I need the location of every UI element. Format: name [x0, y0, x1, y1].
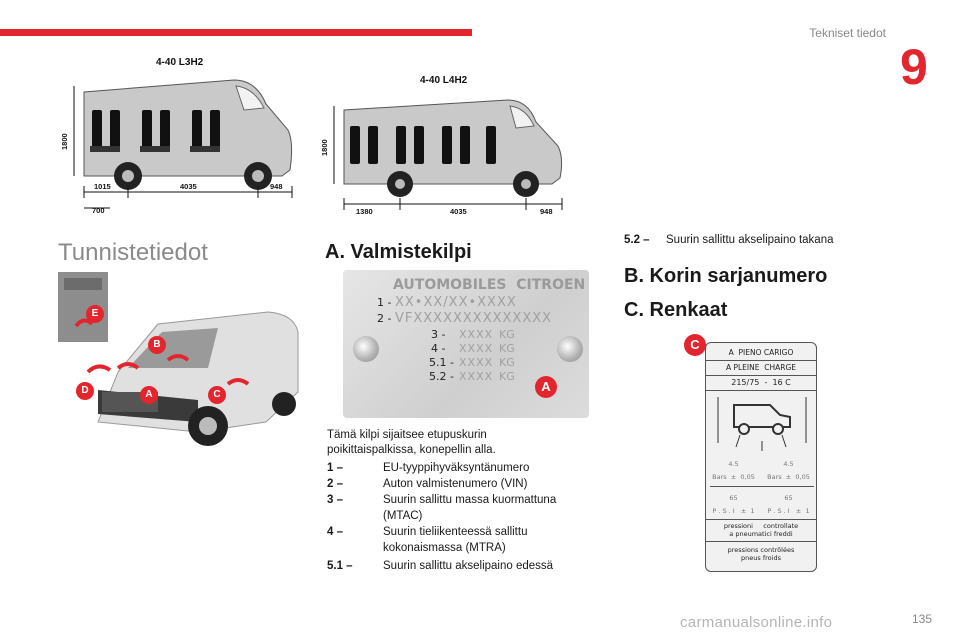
- list-text-52: Suurin sallittu akselipaino takana: [666, 234, 834, 246]
- list-text-2: Auton valmistenumero (VIN): [383, 478, 528, 490]
- dim-front-overhang-l3h2: 948: [270, 182, 283, 191]
- tyre-psi-unit-rear: P . S . I ± 1: [767, 507, 810, 515]
- section-title-valmistekilpi: A. Valmistekilpi: [325, 241, 472, 263]
- tyre-fr-text-2: pneus froids: [741, 554, 781, 562]
- plate-line1-value: XX•XX/XX•XXXX: [395, 295, 517, 310]
- plate-row3-label: 3 -: [431, 328, 446, 341]
- plate-row3-unit: KG: [499, 328, 515, 341]
- dim-rear-overhang-l3h2: 1015: [94, 182, 111, 191]
- page-number: 135: [911, 612, 932, 626]
- plate-rivet-left: [353, 336, 379, 362]
- list-key-1: 1 –: [327, 462, 343, 474]
- tyre-size: 215/75 - 16 C: [731, 378, 791, 387]
- plate-row52-unit: KG: [499, 370, 515, 383]
- van-figure-l4h2: [320, 72, 568, 218]
- tyre-line-it: A PIENO CARIGO: [728, 348, 794, 357]
- callout-b: B: [148, 336, 166, 354]
- plate-line2-value: VFXXXXXXXXXXXXXX: [395, 311, 553, 326]
- tyre-divider-5: [706, 519, 816, 520]
- plate-row4-label: 4 -: [431, 342, 446, 355]
- plate-rivet-right: [557, 336, 583, 362]
- tyre-line-fr: A PLEINE CHARGE: [725, 363, 797, 372]
- list-key-51: 5.1 –: [327, 560, 353, 572]
- tyre-psi-rear: 65: [784, 494, 793, 502]
- tyre-callout-c: C: [684, 334, 706, 356]
- plate-line2-label: 2 -: [377, 312, 392, 325]
- list-key-52: 5.2 –: [624, 234, 650, 246]
- list-text-3b: (MTAC): [383, 510, 423, 522]
- section-title-korin: B. Korin sarjanumero: [624, 265, 828, 287]
- tyre-it-text-2: a pneumatici freddi: [729, 530, 793, 538]
- plate-description: Tämä kilpi sijaitsee etupuskurin poikittaispalkissa, konepellin alla.: [327, 429, 496, 456]
- dim-height-l3h2: 1800: [60, 133, 69, 150]
- chapter-number: 9: [900, 39, 928, 95]
- tyre-bars-rear: 4.5: [783, 460, 794, 468]
- tyre-bars-unit-front: Bars ± 0,05: [712, 473, 755, 481]
- plate-row51-label: 5.1 -: [429, 356, 454, 369]
- callout-a: A: [140, 386, 158, 404]
- list-text-4b: kokonaismassa (MTRA): [383, 542, 506, 554]
- tyre-psi-front: 65: [729, 494, 738, 502]
- dim-wheelbase-l3h2: 4035: [180, 182, 197, 191]
- watermark: carmanualsonline.info: [680, 614, 833, 631]
- van-front-illustration: [58, 272, 300, 452]
- tyre-van-icon: [706, 391, 817, 451]
- tyre-divider-4: [710, 486, 814, 487]
- plate-row51-value: XXXX: [459, 356, 494, 369]
- van-caption-l3h2: 4-40 L3H2: [156, 57, 204, 68]
- plate-row4-value: XXXX: [459, 342, 494, 355]
- tyre-pressure-label: [705, 342, 817, 572]
- tyre-bars-front: 4.5: [728, 460, 739, 468]
- plate-line1-label: 1 -: [377, 296, 392, 309]
- tyre-fr-text-1: pressions contrôlées: [727, 546, 795, 554]
- callout-c: C: [208, 386, 226, 404]
- plate-callout-a: A: [535, 376, 557, 398]
- tyre-divider-6: [706, 541, 816, 542]
- callout-d: D: [76, 382, 94, 400]
- dim-height-l4h2: 1800: [320, 139, 329, 156]
- list-text-1: EU-tyyppihyväksyntänumero: [383, 462, 530, 474]
- list-key-2: 2 –: [327, 478, 343, 490]
- tyre-divider-1: [706, 360, 816, 361]
- list-key-3: 3 –: [327, 494, 343, 506]
- dim-front-overhang-l4h2: 948: [540, 207, 553, 216]
- section-title-tunnistetiedot: Tunnistetiedot: [58, 239, 208, 266]
- chapter-title: Tekniset tiedot: [809, 26, 886, 40]
- dim-wheelbase-l4h2: 4035: [450, 207, 467, 216]
- manufacturer-plate: [343, 270, 589, 418]
- van-locator-figure: [58, 272, 300, 452]
- plate-row4-unit: KG: [499, 342, 515, 355]
- list-text-4: Suurin tieliikenteessä sallittu: [383, 526, 528, 538]
- tyre-it-text-1: pressioni controllate: [723, 522, 799, 530]
- plate-row3-value: XXXX: [459, 328, 494, 341]
- tyre-divider-2: [706, 375, 816, 376]
- van-silhouette-l4h2: [320, 72, 568, 218]
- section-title-renkaat: C. Renkaat: [624, 299, 728, 321]
- plate-row51-unit: KG: [499, 356, 515, 369]
- dim-front-l3h2: 700: [92, 206, 105, 215]
- callout-e: E: [86, 305, 104, 323]
- list-text-3: Suurin sallittu massa kuormattuna: [383, 494, 557, 506]
- van-figure-l3h2: [60, 52, 298, 218]
- tyre-psi-unit-front: P . S . I ± 1: [712, 507, 755, 515]
- plate-row52-label: 5.2 -: [429, 370, 454, 383]
- dim-rear-overhang-l4h2: 1380: [356, 207, 373, 216]
- list-text-51: Suurin sallittu akselipaino edessä: [383, 560, 554, 572]
- plate-row52-value: XXXX: [459, 370, 494, 383]
- van-silhouette-l3h2: [60, 52, 298, 218]
- van-caption-l4h2: 4-40 L4H2: [420, 75, 468, 86]
- header-red-bar: [0, 29, 472, 36]
- plate-brand: AUTOMOBILES CITROEN: [393, 277, 586, 293]
- tyre-bars-unit-rear: Bars ± 0,05: [767, 473, 810, 481]
- list-key-4: 4 –: [327, 526, 343, 538]
